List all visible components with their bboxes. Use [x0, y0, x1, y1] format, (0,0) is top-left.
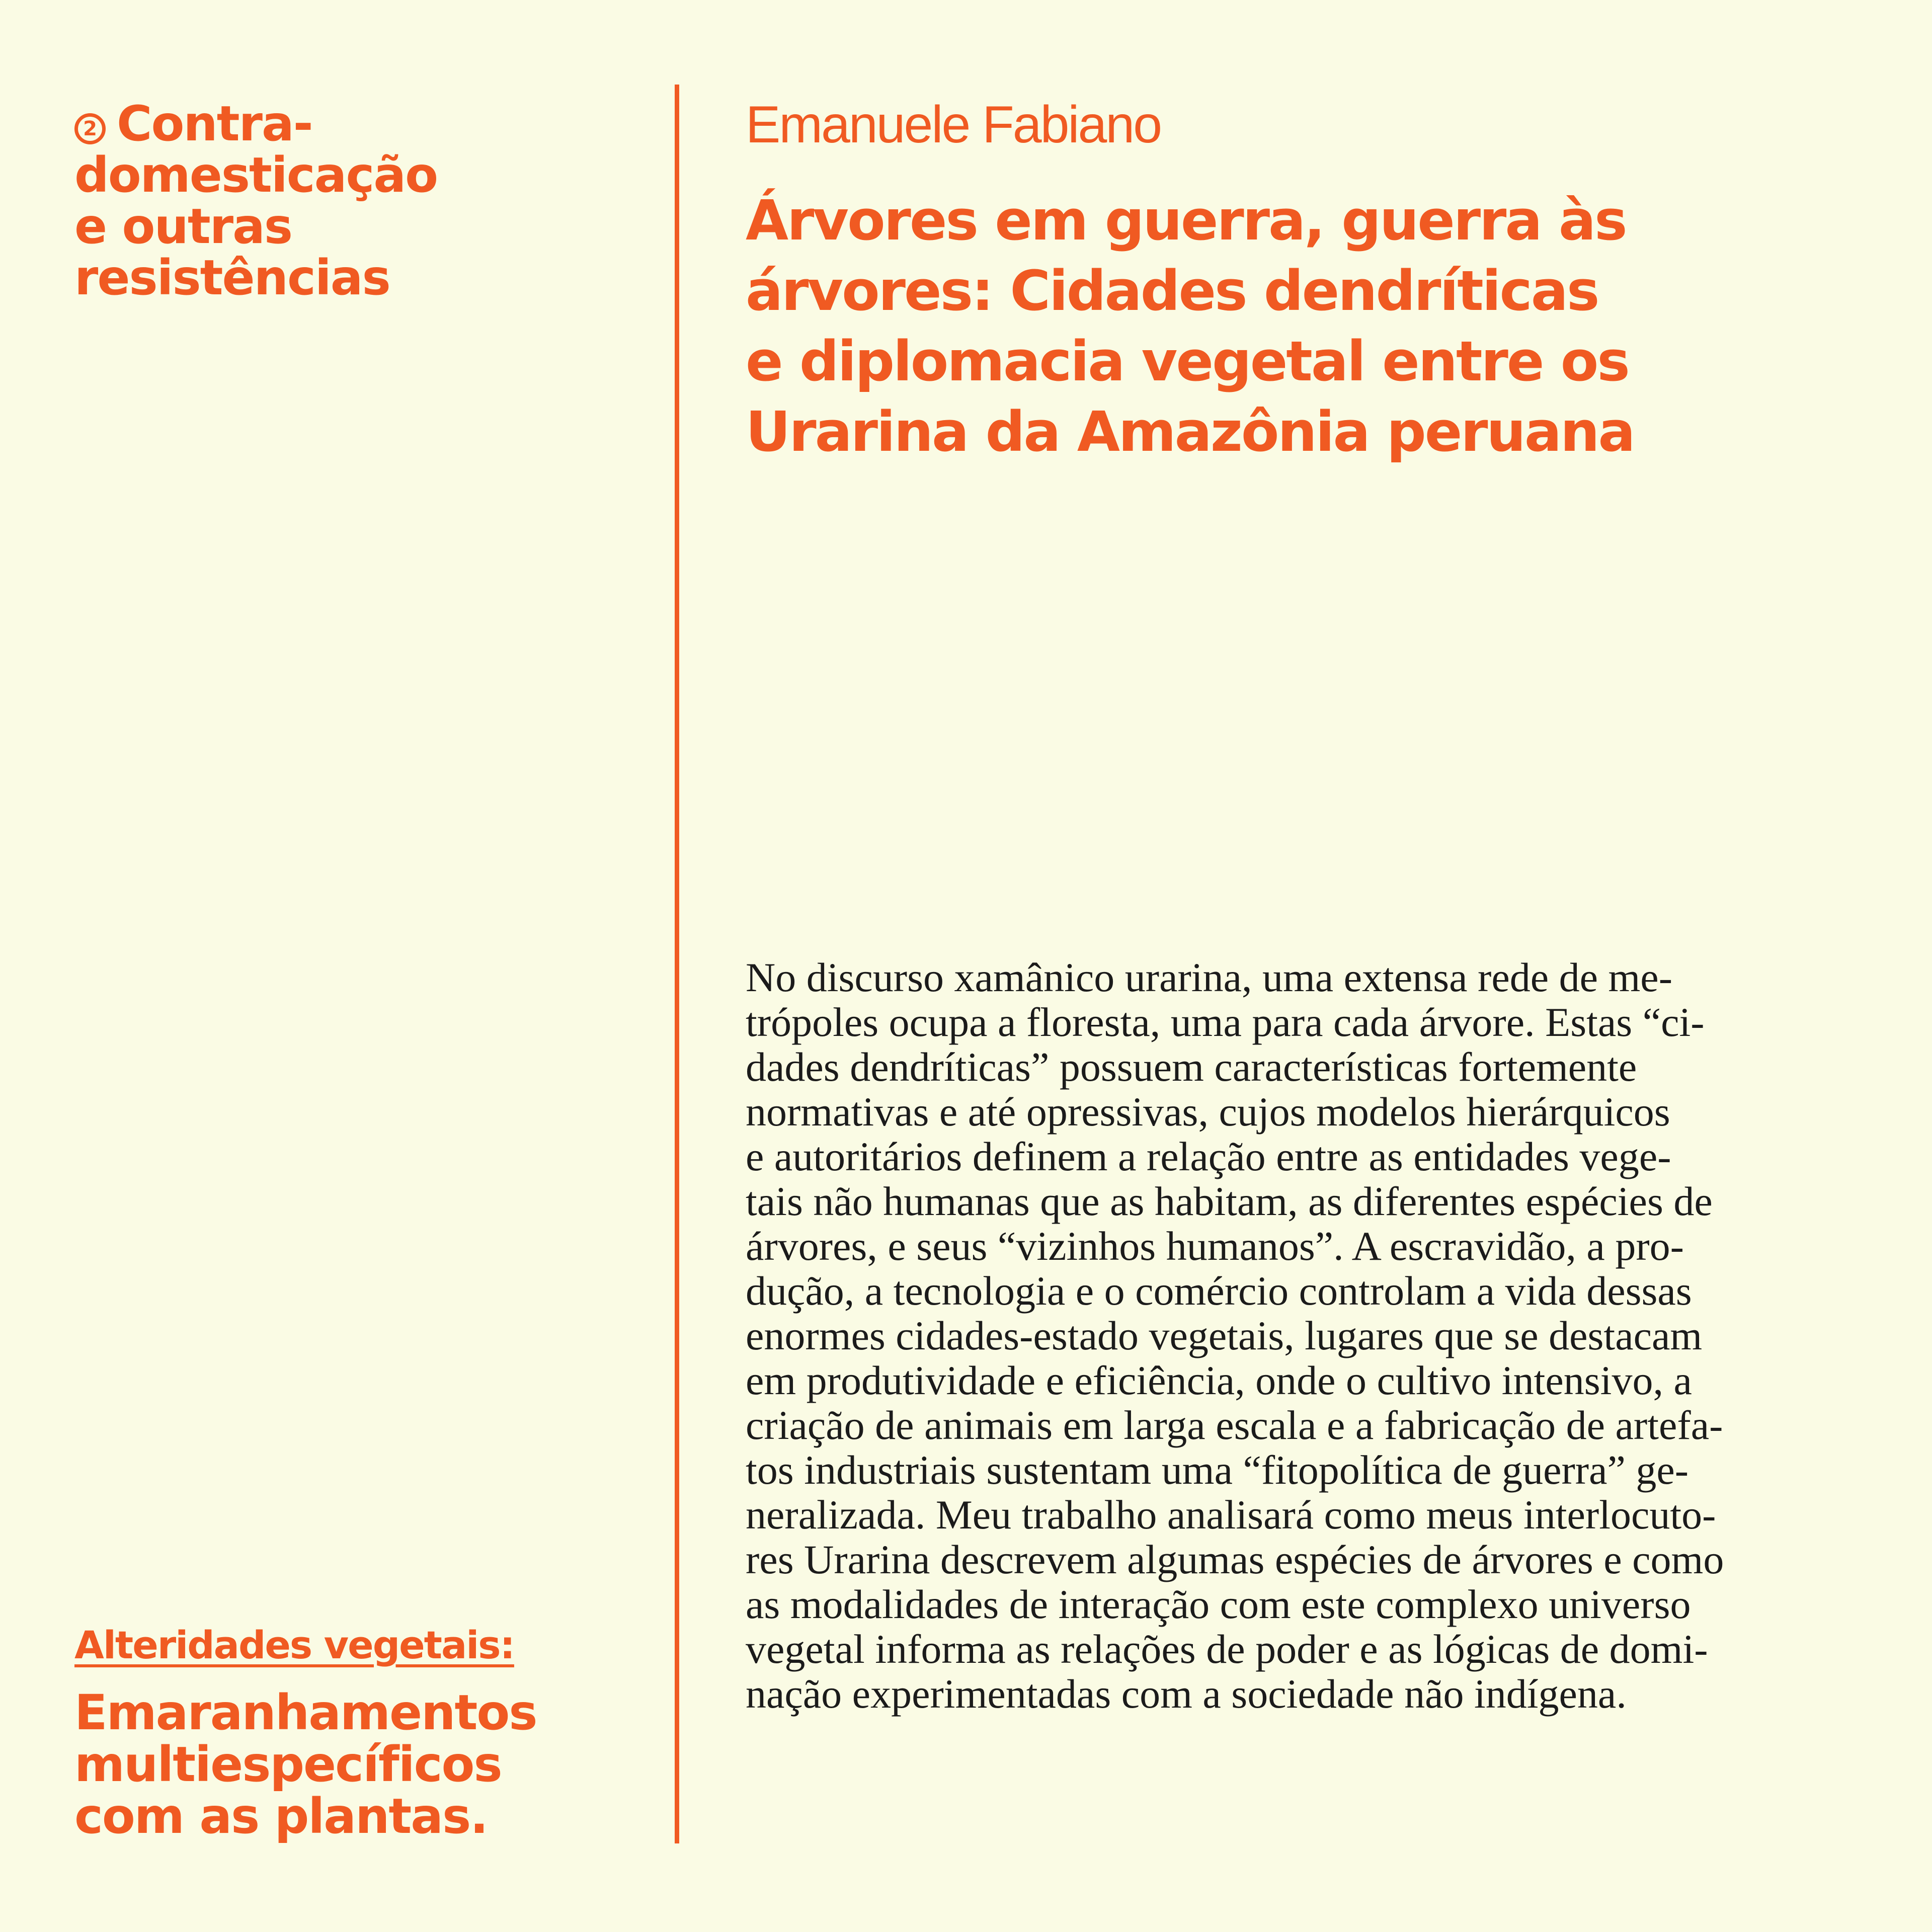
section-heading: [74, 96, 648, 306]
abstract-line: as modalidades de interação com este complexo universo: [746, 1581, 1691, 1627]
abstract-line: tos industriais sustentam uma “fitopolítica de guerra” ge-: [746, 1447, 1689, 1493]
series-subtitle-line: multiespecíficos: [74, 1736, 502, 1793]
section-title-line: e outras: [74, 198, 292, 255]
article-title: [746, 185, 1863, 467]
article-title-line: Árvores em guerra, guerra às: [746, 188, 1626, 253]
abstract-line: No discurso xamânico urarina, uma extensa rede de me-: [746, 954, 1672, 1000]
section-title-line: resistências: [74, 250, 390, 306]
abstract-line: neralizada. Meu trabalho analisará como meus interlocuto-: [746, 1492, 1716, 1538]
section-title-text: Contra-: [117, 96, 312, 152]
article-title-line: e diplomacia vegetal entre os: [746, 329, 1629, 393]
abstract-line: normativas e até opressivas, cujos modelos hierárquicos: [746, 1089, 1670, 1135]
abstract-line: criação de animais em larga escala e a fabricação de artefa-: [746, 1402, 1723, 1448]
section-title-line: domesticação: [74, 147, 438, 203]
article-title-line: Urarina da Amazônia peruana: [746, 399, 1634, 464]
section-title-line: [74, 96, 648, 152]
abstract-line: trópoles ocupa a floresta, uma para cada árvore. Estas “ci-: [746, 999, 1705, 1045]
abstract-line: nação experimentadas com a sociedade não indígena.: [746, 1671, 1627, 1717]
article-title-line: árvores: Cidades dendríticas: [746, 259, 1598, 323]
abstract-line: vegetal informa as relações de poder e as lógicas de domi-: [746, 1626, 1708, 1672]
abstract-line: dades dendríticas” possuem características fortemente: [746, 1044, 1637, 1090]
series-subtitle-line: com as plantas.: [74, 1788, 488, 1844]
abstract-line: dução, a tecnologia e o comércio controlam a vida dessas: [746, 1268, 1692, 1314]
series-subtitle-line: Emaranhamentos: [74, 1684, 537, 1741]
series-block: [74, 1623, 648, 1842]
abstract-text: [746, 955, 1853, 1716]
abstract-line: árvores, e seus “vizinhos humanos”. A escravidão, a pro-: [746, 1223, 1684, 1269]
section-number-badge: 2: [74, 113, 106, 144]
author-name: Emanuele Fabiano: [746, 96, 1161, 154]
abstract-line: e autoritários definem a relação entre as entidades vege-: [746, 1134, 1671, 1179]
vertical-divider: [675, 85, 679, 1843]
series-subtitle: [74, 1684, 648, 1844]
abstract-line: res Urarina descrevem algumas espécies de árvores e como: [746, 1537, 1724, 1582]
series-label: Alteridades vegetais:: [74, 1623, 514, 1667]
abstract-line: em produtividade e eficiência, onde o cultivo intensivo, a: [746, 1357, 1692, 1403]
abstract-line: tais não humanas que as habitam, as diferentes espécies de: [746, 1178, 1713, 1224]
abstract-line: enormes cidades-estado vegetais, lugares que se destacam: [746, 1313, 1703, 1358]
